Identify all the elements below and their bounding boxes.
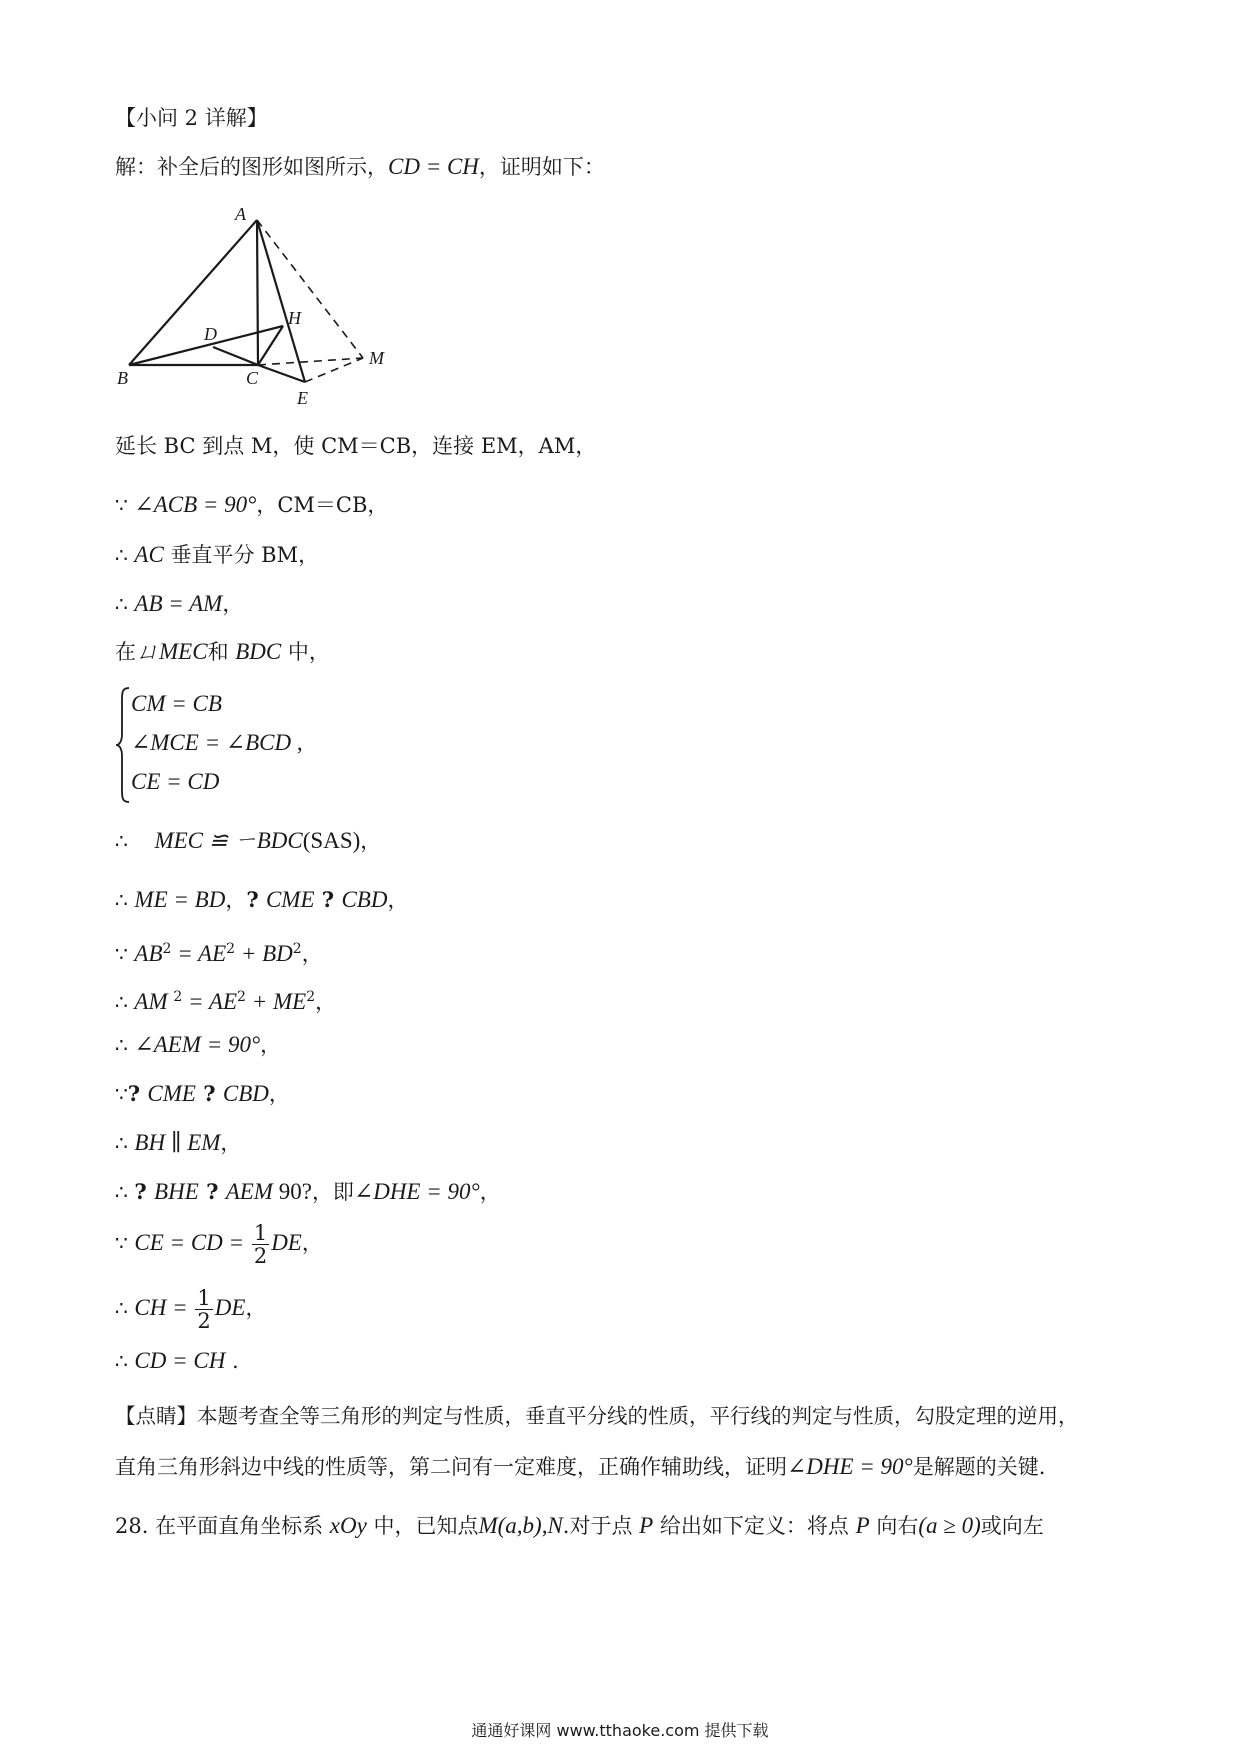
- step-13-ninety: 90?: [272, 1179, 312, 1204]
- step-16: [115, 1347, 239, 1375]
- problem-xoy: xOy: [329, 1513, 367, 1538]
- problem-prefix: 28. 在平面直角坐标系: [115, 1514, 330, 1538]
- system-line-1: CM = CB: [131, 691, 222, 716]
- therefore-symbol: ∴: [115, 1296, 128, 1320]
- segment-ac: [257, 220, 258, 365]
- frac-num: 1: [253, 1221, 268, 1245]
- step-13-dhe: ∠DHE = 90°: [353, 1179, 480, 1204]
- step-extend: 延长 BC 到点 M，使 CM＝CB，连接 EM，AM，: [115, 434, 597, 458]
- left-brace-icon: [115, 686, 131, 804]
- step-7-math: ME = BD: [134, 887, 226, 912]
- intro-prefix: 解：补全后的图形如图所示，: [115, 155, 388, 179]
- therefore-symbol: ∴: [115, 1180, 128, 1204]
- sup-2: 2: [162, 941, 172, 957]
- sup-2: 2: [237, 989, 246, 1005]
- step-9-ae: = AE: [182, 989, 238, 1014]
- step-6-rest: ，: [360, 829, 382, 853]
- step-8-ab: AB: [134, 941, 163, 966]
- frac-num: 1: [197, 1286, 211, 1310]
- therefore-symbol: ∴: [115, 829, 128, 853]
- therefore-symbol: ∴: [115, 990, 128, 1014]
- step-4-math: AB = AM: [134, 591, 223, 616]
- because-symbol: ∵: [115, 1231, 128, 1255]
- fraction-one-half: [195, 1287, 212, 1332]
- step-13-angle-1: BHE: [154, 1179, 199, 1204]
- step-14-math: CE = CD =: [134, 1230, 250, 1255]
- system-line-3: CE = CD: [131, 769, 220, 794]
- label-d: D: [204, 324, 217, 344]
- step-12: [115, 1129, 241, 1157]
- step-5-triangle-2: BDC: [235, 639, 282, 664]
- step-13-q1: ?: [134, 1179, 155, 1204]
- step-5-mid: 和: [207, 640, 236, 664]
- system-line-2: ∠MCE = ∠BCD ,: [131, 730, 303, 755]
- step-7-q1: ?: [246, 887, 266, 912]
- step-9-rest: ，: [315, 990, 337, 1014]
- equation-system: [115, 686, 415, 804]
- frac-den: 2: [253, 1244, 268, 1268]
- sup-2: 2: [173, 989, 183, 1005]
- intro-claim: CD = CH: [388, 154, 479, 179]
- sup-2: 2: [306, 989, 316, 1005]
- because-symbol: ∵: [115, 493, 128, 517]
- segment-am-dashed: [257, 220, 363, 358]
- because-symbol: ∵: [115, 942, 128, 966]
- problem-p-2: P: [855, 1513, 870, 1538]
- step-2-math: ∠ACB = 90°: [134, 492, 257, 517]
- step-9: [115, 983, 336, 1016]
- geometry-figure: [115, 200, 405, 410]
- problem-mid-1: 中，已知点: [366, 1514, 479, 1538]
- step-6-math: MEC ≌ ㄧBDC: [154, 828, 303, 853]
- step-4-rest: ，: [222, 592, 244, 616]
- therefore-symbol: ∴: [115, 592, 128, 616]
- because-symbol: ∵: [115, 1082, 128, 1106]
- geometry-svg: [115, 200, 405, 410]
- step-7: [115, 886, 408, 914]
- step-2-rest: ，CM＝CB，: [256, 493, 389, 517]
- comment-line-1: 【点睛】本题考查全等三角形的判定与性质，垂直平分线的性质，平行线的判定与性质，勾股定理的逆用，: [115, 1404, 1079, 1428]
- step-14-rest: ，: [301, 1231, 323, 1255]
- sup-2: 2: [292, 941, 302, 957]
- therefore-symbol: ∴: [115, 543, 128, 567]
- label-e: E: [297, 388, 308, 408]
- step-11-angle-1: CME: [147, 1081, 196, 1106]
- step-8: [115, 935, 323, 968]
- step-3-rest: 垂直平分 BM，: [163, 543, 320, 567]
- problem-mid-4: 向右: [869, 1514, 919, 1538]
- problem-suffix: 或向左: [980, 1514, 1044, 1538]
- label-c: C: [246, 368, 259, 388]
- label-a: A: [235, 204, 246, 224]
- step-7-mid: ，: [225, 888, 247, 912]
- step-11: [115, 1080, 290, 1108]
- step-6: [115, 827, 381, 855]
- therefore-symbol: ∴: [115, 1033, 128, 1057]
- step-8-rest: ，: [301, 942, 323, 966]
- step-8-ae: = AE: [171, 941, 227, 966]
- step-13-q2: ?: [198, 1179, 226, 1204]
- intro-line: [115, 153, 605, 181]
- step-3-math: AC: [134, 542, 164, 567]
- step-7-rest: ，: [387, 888, 409, 912]
- segment-ab: [129, 220, 257, 365]
- step-6-sas: (SAS): [302, 828, 361, 853]
- step-10-rest: ，: [260, 1033, 282, 1057]
- frac-den: 2: [197, 1309, 211, 1333]
- step-11-angle-2: CBD: [222, 1081, 269, 1106]
- step-14: [115, 1222, 323, 1267]
- label-h: H: [288, 308, 301, 328]
- step-3: [115, 541, 319, 569]
- step-10-math: ∠AEM = 90°: [134, 1032, 261, 1057]
- label-b: B: [117, 368, 128, 388]
- label-m: M: [369, 348, 384, 368]
- comment-line-2-suffix: 是解题的关键.: [912, 1455, 1046, 1479]
- step-13: [115, 1178, 501, 1206]
- segment-ae: [257, 220, 305, 382]
- step-15: [115, 1287, 266, 1332]
- step-7-q2: ?: [314, 887, 342, 912]
- step-16-math: CD = CH: [134, 1348, 226, 1373]
- segment-dc: [213, 347, 258, 365]
- step-9-am: AM: [134, 989, 174, 1014]
- step-12-math: BH ∥ EM: [134, 1130, 221, 1155]
- step-7-angle-2: CBD: [341, 887, 388, 912]
- fraction-one-half: [252, 1222, 269, 1267]
- step-9-me: + ME: [245, 989, 307, 1014]
- step-14-de: DE: [271, 1230, 302, 1255]
- therefore-symbol: ∴: [115, 1349, 128, 1373]
- step-16-rest: .: [225, 1349, 239, 1373]
- sup-2: 2: [226, 941, 236, 957]
- step-11-q1: ?: [127, 1081, 148, 1106]
- step-5: [115, 638, 330, 666]
- step-15-math: CH =: [134, 1295, 194, 1320]
- comment-line-2-prefix: 直角三角形斜边中线的性质等，第二问有一定难度，正确作辅助线，证明: [115, 1455, 787, 1479]
- step-8-bd: + BD: [235, 941, 293, 966]
- step-5-triangle-1: ㄩMEC: [136, 639, 208, 664]
- step-5-prefix: 在: [115, 640, 136, 664]
- problem-condition: (a ≥ 0): [918, 1513, 981, 1538]
- comment-line-2-math: ∠DHE = 90°: [787, 1454, 913, 1479]
- problem-points: M(a,b),N: [478, 1513, 563, 1538]
- step-15-rest: ，: [245, 1296, 267, 1320]
- step-13-mid: ，即: [311, 1180, 354, 1204]
- therefore-symbol: ∴: [115, 888, 128, 912]
- next-problem: [115, 1512, 1044, 1540]
- segment-ce: [258, 365, 305, 382]
- problem-mid-2: .对于点: [562, 1514, 640, 1538]
- step-13-angle-2: AEM: [225, 1179, 273, 1204]
- therefore-symbol: ∴: [115, 1131, 128, 1155]
- comment-line-2: [115, 1453, 1045, 1481]
- intro-suffix: ，证明如下：: [478, 155, 605, 179]
- step-11-q2: ?: [195, 1081, 223, 1106]
- problem-p-1: P: [639, 1513, 654, 1538]
- step-11-rest: ，: [268, 1082, 290, 1106]
- step-15-de: DE: [214, 1295, 246, 1320]
- step-4: [115, 590, 243, 618]
- step-5-suffix: 中，: [281, 640, 330, 664]
- step-12-rest: ，: [220, 1131, 242, 1155]
- step-2: [115, 491, 388, 519]
- step-7-angle-1: CME: [265, 887, 315, 912]
- step-10: [115, 1031, 281, 1059]
- step-13-rest: ，: [479, 1180, 501, 1204]
- problem-mid-3: 给出如下定义：将点: [653, 1514, 856, 1538]
- segment-em-dashed: [305, 358, 363, 382]
- footer-watermark: 通通好课网 www.tthaoke.com 提供下载: [471, 1721, 769, 1740]
- section-title: 【小问 2 详解】: [115, 106, 268, 130]
